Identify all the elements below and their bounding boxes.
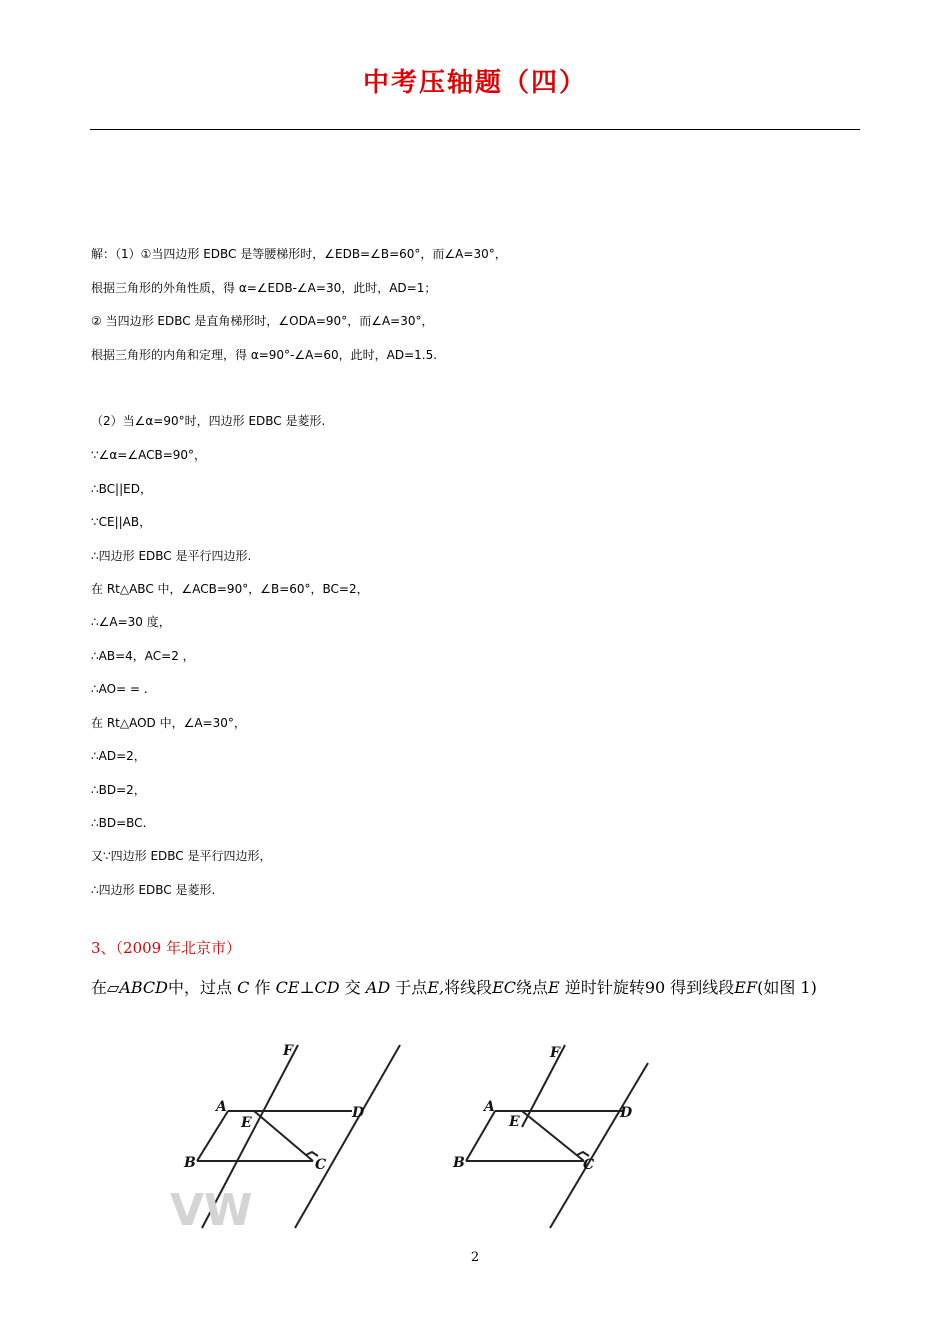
label-b: B [184,1155,196,1171]
solution-line: 在 Rt△ABC 中，∠ACB=90°，∠B=60°，BC=2， [91,582,369,596]
problem-heading: 3、（2009 年北京市） [91,939,241,957]
solution-line: ∵∠α=∠ACB=90°， [91,448,207,462]
solution-line: 根据三角形的外角性质，得 α=∠EDB-∠A=30，此时，AD=1； [91,281,437,295]
label-d: D [352,1105,365,1121]
geometry-figure-left [170,1035,410,1230]
label-f: F [550,1045,560,1061]
page-title: 中考压轴题（四） [362,68,587,98]
label-c: C [583,1157,595,1173]
solution-line: 解：（1）①当四边形 EDBC 是等腰梯形时，∠EDB=∠B=60°，而∠A=30°， [91,247,507,261]
page-number: 2 [470,1250,480,1265]
solution-line: （2）当∠α=90°时，四边形 EDBC 是菱形. [91,414,326,428]
solution-line: ∴∠A=30 度， [91,615,171,629]
title-divider [90,129,860,130]
label-c: C [315,1157,327,1173]
geometry-figure-right [440,1035,655,1230]
watermark: VW [170,1185,253,1230]
label-e: E [241,1115,252,1131]
solution-line: ∴AO= = . [91,682,148,696]
label-a: A [216,1099,227,1115]
solution-line: ∴四边形 EDBC 是菱形. [91,883,216,897]
solution-line: 根据三角形的内角和定理，得 α=90°-∠A=60，此时，AD=1.5. [91,348,438,362]
label-a: A [484,1099,495,1115]
solution-line: ∴AB=4，AC=2 ， [91,649,195,663]
solution-line: 在 Rt△AOD 中，∠A=30°， [91,716,246,730]
solution-line: ∴四边形 EDBC 是平行四边形. [91,549,252,563]
label-d: D [620,1105,633,1121]
solution-line: 又∵四边形 EDBC 是平行四边形， [91,849,272,863]
solution-line: ∴BD=2， [91,783,146,797]
label-b: B [453,1155,465,1171]
label-e: E [509,1114,520,1130]
label-f: F [283,1043,293,1059]
solution-line: ∴BD=BC. [91,816,147,830]
solution-line: ∴BC||ED， [91,482,152,496]
problem-statement: 在▱ABCD中，过点 C 作 CE⊥CD 交 AD 于点E,将线段EC绕点E 逆时针旋转90 得到线段EF(如图 1) [91,978,817,997]
solution-line: ∵CE||AB， [91,515,152,529]
solution-line: ∴AD=2， [91,749,146,763]
solution-line: ② 当四边形 EDBC 是直角梯形时，∠ODA=90°，而∠A=30°， [91,314,434,328]
